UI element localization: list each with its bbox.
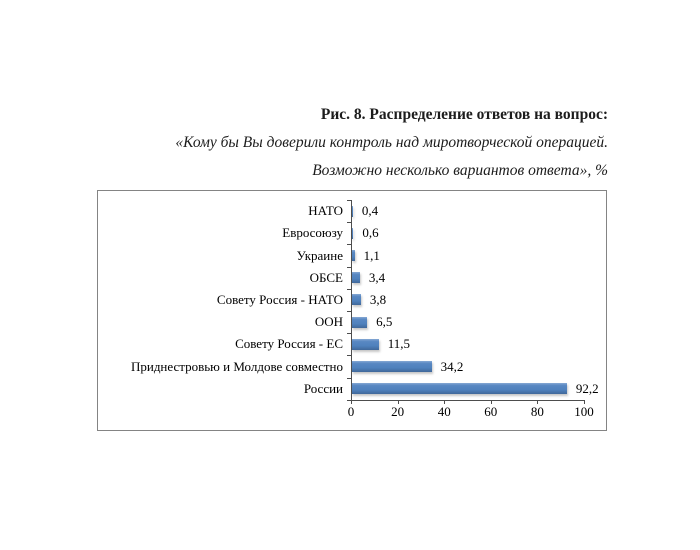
bar (352, 361, 432, 372)
bar (352, 294, 361, 305)
category-label: Совету Россия - ЕС (235, 336, 343, 352)
category-axis-tick (347, 355, 351, 356)
category-axis-tick (347, 333, 351, 334)
value-axis-tick-label: 0 (347, 403, 355, 419)
value-axis-tick-label: 100 (574, 403, 594, 419)
value-axis-tick-label: 20 (391, 403, 405, 419)
caption-title: Рис. 8. Распределение ответов на вопрос: (320, 106, 608, 123)
value-label: 34,2 (440, 358, 464, 374)
category-axis-tick (347, 222, 351, 223)
plot-area (98, 191, 606, 430)
value-label: 3,4 (368, 269, 386, 285)
bar (352, 228, 353, 239)
category-label: ООН (314, 314, 343, 330)
caption-subtitle-1: «Кому бы Вы доверили контроль над миротворческой операцией. (175, 134, 608, 151)
bar (352, 339, 379, 350)
category-axis-tick (347, 289, 351, 290)
value-axis-tick-label: 60 (484, 403, 498, 419)
bar (352, 383, 567, 394)
figure-caption (175, 101, 608, 185)
value-label: 11,5 (387, 336, 411, 352)
category-axis-tick (347, 244, 351, 245)
category-axis-tick (347, 200, 351, 201)
value-label: 92,2 (575, 380, 599, 396)
bar-chart (97, 190, 607, 431)
category-label: Совету Россия - НАТО (216, 291, 343, 307)
bar (352, 272, 360, 283)
bar (352, 317, 367, 328)
bar (352, 250, 355, 261)
value-label: 0,6 (362, 225, 379, 241)
category-label: ОБСЕ (309, 269, 343, 285)
value-label: 3,8 (369, 291, 387, 307)
value-label: 0,4 (361, 203, 379, 219)
category-label: Евросоюзу (282, 225, 343, 241)
category-label: НАТО (308, 203, 343, 219)
category-label: России (303, 380, 343, 396)
value-label: 1,1 (363, 247, 380, 263)
category-label: Приднестровью и Молдове совместно (130, 358, 343, 374)
caption-subtitle-2: Возможно несколько вариантов ответа», % (312, 162, 608, 179)
category-axis-tick (347, 267, 351, 268)
category-axis-tick (347, 378, 351, 379)
value-axis-tick-label: 40 (437, 403, 451, 419)
value-label: 6,5 (376, 314, 393, 330)
category-label: Украине (296, 247, 343, 263)
value-axis (351, 400, 585, 401)
value-axis-tick-label: 80 (530, 403, 544, 419)
category-axis-tick (347, 311, 351, 312)
bar (352, 206, 353, 217)
